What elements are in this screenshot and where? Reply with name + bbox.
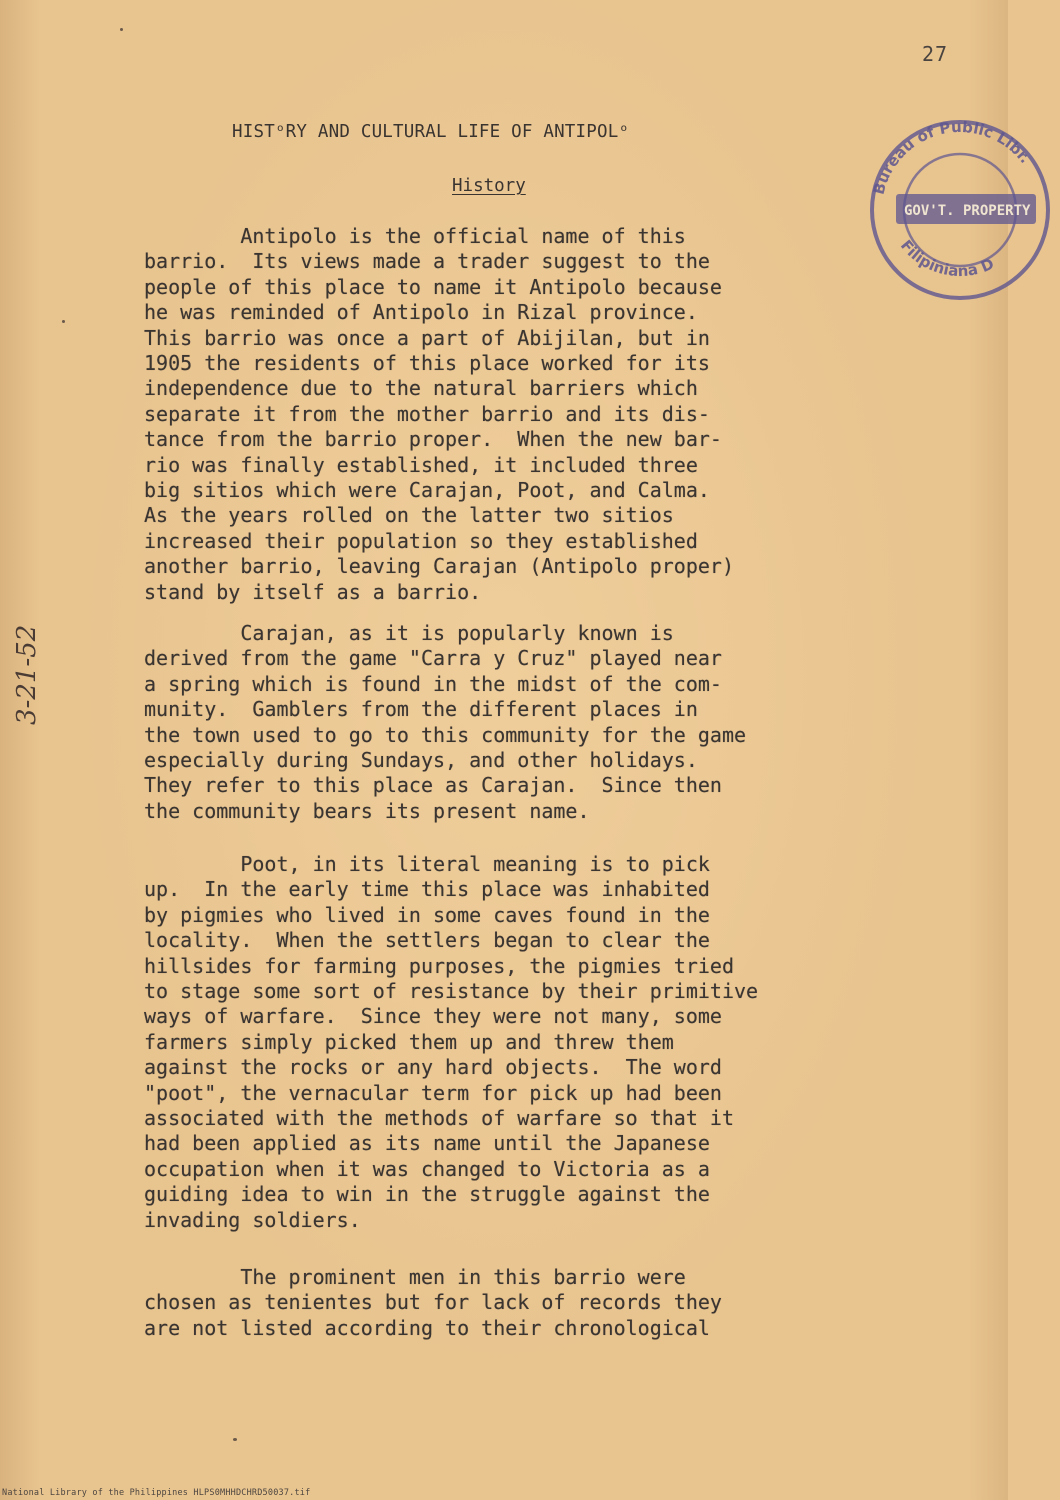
text-line: Antipolo is the official name of this bbox=[144, 224, 686, 248]
handwritten-margin-note: 3-21-52 bbox=[12, 624, 42, 725]
text-line: separate it from the mother barrio and its dis- bbox=[144, 401, 710, 426]
text-line: a spring which is found in the midst of the com- bbox=[144, 671, 722, 696]
text-line: especially during Sundays, and other holidays. bbox=[144, 748, 698, 773]
text-line: up. In the early time this place was inhabited bbox=[144, 877, 710, 902]
text-line: associated with the methods of warfare so that it bbox=[144, 1106, 735, 1131]
text-line: This barrio was once a part of Abijilan, but in bbox=[144, 325, 710, 350]
text-line: hillsides for farming purposes, the pigmies tried bbox=[144, 953, 735, 978]
text-line: guiding idea to win in the struggle against the bbox=[144, 1182, 710, 1207]
paragraph-carajan bbox=[144, 621, 746, 824]
paragraph-poot bbox=[144, 852, 758, 1233]
text-line: invading soldiers. bbox=[144, 1207, 361, 1232]
text-line: the community bears its present name. bbox=[144, 798, 590, 823]
text-line: by pigmies who lived in some caves found in the bbox=[144, 902, 710, 927]
text-line: occupation when it was changed to Victoria as a bbox=[144, 1156, 710, 1181]
text-line: the town used to go to this community for the game bbox=[144, 722, 747, 747]
library-stamp bbox=[860, 110, 1060, 310]
text-line: munity. Gamblers from the different places in bbox=[144, 697, 698, 722]
paragraph-antipolo bbox=[144, 224, 734, 605]
text-line: another barrio, leaving Carajan (Antipolo proper) bbox=[144, 554, 735, 579]
text-line: rio was finally established, it included three bbox=[144, 452, 698, 477]
stamp-bottom-text: Filipiniana D bbox=[896, 236, 997, 281]
text-line: barrio. Its views made a trader suggest to the bbox=[144, 249, 710, 274]
text-line: Carajan, as it is popularly known is bbox=[144, 621, 674, 645]
paper-speck bbox=[120, 28, 123, 31]
text-line: ways of warfare. Since they were not many, some bbox=[144, 1004, 722, 1029]
text-line: increased their population so they established bbox=[144, 528, 698, 553]
text-line: "poot", the vernacular term for pick up had been bbox=[144, 1080, 722, 1105]
stamp-top-text: Bureau of Public Libr. bbox=[869, 117, 1035, 197]
text-line: locality. When the settlers began to clear the bbox=[144, 928, 710, 953]
scan-footer: National Library of the Philippines HLPS0MHHDCHRD50037.tif bbox=[2, 1488, 311, 1498]
text-line: he was reminded of Antipolo in Rizal province. bbox=[144, 300, 698, 325]
text-line: derived from the game "Carra y Cruz" played near bbox=[144, 646, 722, 671]
text-line: As the years rolled on the latter two sitios bbox=[144, 503, 674, 528]
text-line: farmers simply picked them up and threw them bbox=[144, 1029, 674, 1054]
text-line: big sitios which were Carajan, Poot, and Calma. bbox=[144, 478, 710, 503]
text-line: stand by itself as a barrio. bbox=[144, 579, 482, 604]
text-line: to stage some sort of resistance by their primitive bbox=[144, 979, 759, 1004]
text-line: against the rocks or any hard objects. The word bbox=[144, 1055, 722, 1080]
text-line: Poot, in its literal meaning is to pick bbox=[144, 852, 710, 876]
svg-text:Filipiniana D bbox=[897, 237, 997, 281]
text-line: tance from the barrio proper. When the new bar- bbox=[144, 427, 722, 452]
paper-speck bbox=[233, 1438, 237, 1441]
text-line: The prominent men in this barrio were bbox=[144, 1265, 686, 1289]
document-title: HISTᵒRY AND CULTURAL LIFE OF ANTIPOLᵒ bbox=[232, 122, 630, 142]
section-heading: History bbox=[452, 176, 526, 196]
text-line: are not listed according to their chronological bbox=[144, 1315, 710, 1340]
paragraph-prominent-men bbox=[144, 1265, 722, 1341]
text-line: They refer to this place as Carajan. Since then bbox=[144, 773, 722, 798]
page-number: 27 bbox=[922, 42, 949, 66]
paper-speck bbox=[62, 320, 65, 323]
text-line: independence due to the natural barriers which bbox=[144, 376, 698, 401]
text-line: chosen as tenientes but for lack of records they bbox=[144, 1290, 722, 1315]
text-line: had been applied as its name until the Japanese bbox=[144, 1131, 710, 1156]
text-line: 1905 the residents of this place worked for its bbox=[144, 351, 710, 376]
stamp-center-text: GOV'T. PROPERTY bbox=[904, 203, 1031, 219]
text-line: people of this place to name it Antipolo because bbox=[144, 274, 722, 299]
